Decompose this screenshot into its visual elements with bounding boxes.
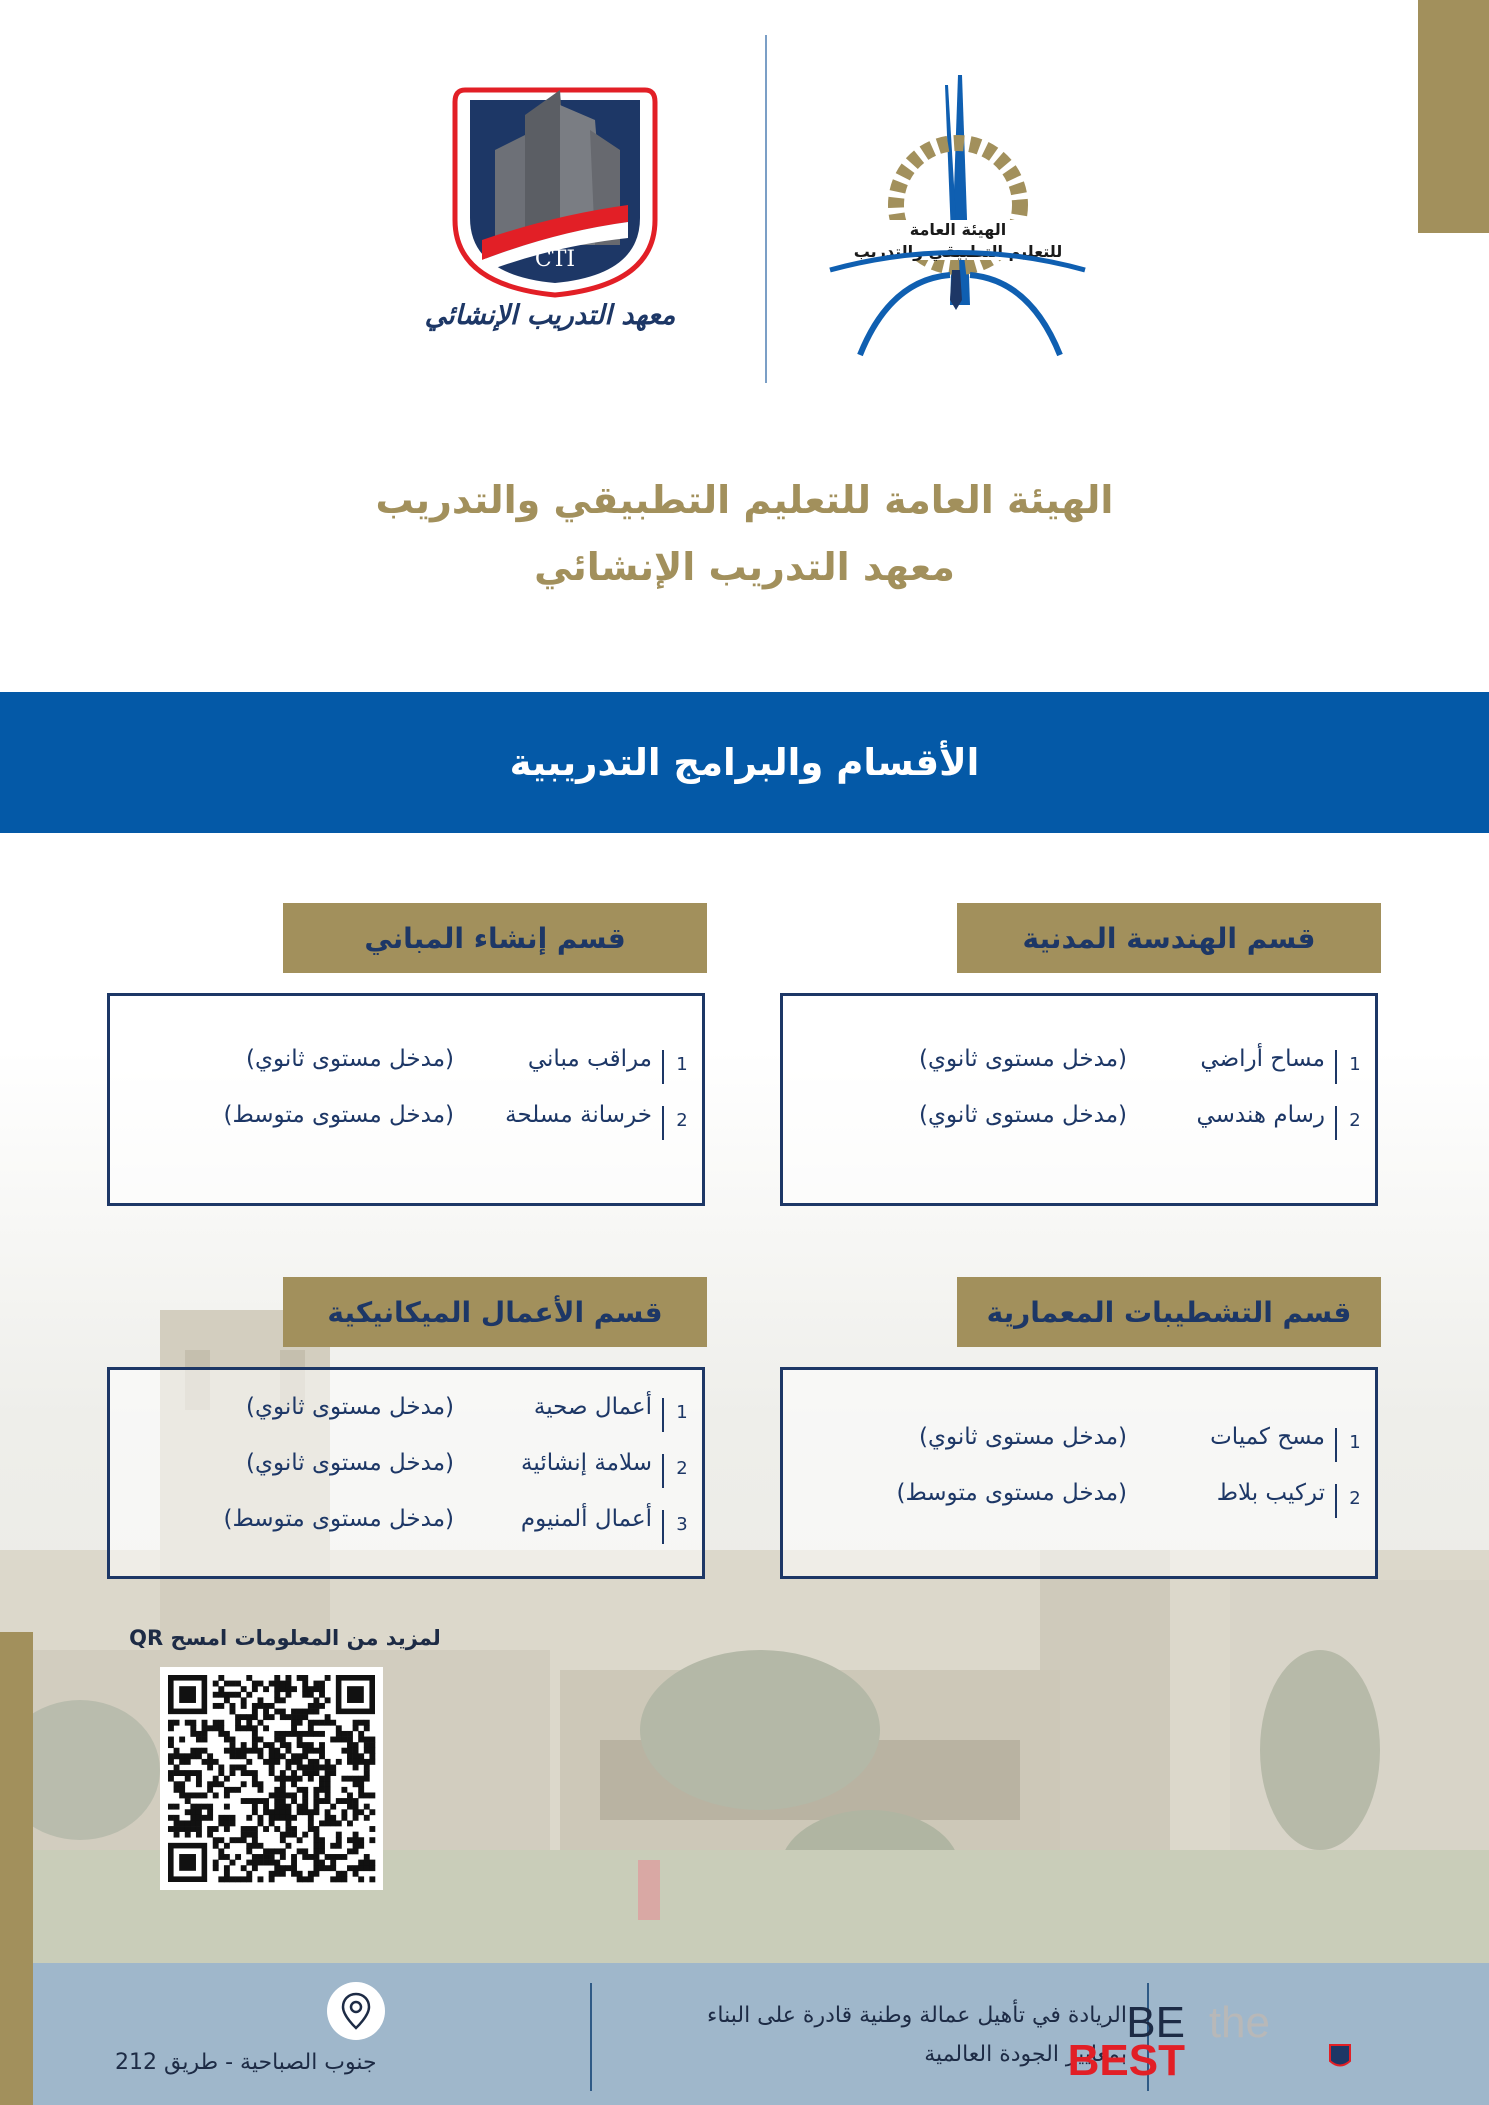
program-name: رسام هندسي [1196,1102,1325,1128]
location-pin-icon [327,1982,385,2040]
program-level: (مدخل مستوى ثانوي) [246,1450,454,1476]
program-separator [1335,1484,1337,1518]
program-separator [1335,1428,1337,1462]
program-separator [1335,1106,1337,1140]
program-item [783,1480,1375,1536]
department-heading: قسم الأعمال الميكانيكية [283,1277,707,1347]
program-name: أعمال ألمنيوم [520,1506,652,1532]
program-item [783,1046,1375,1102]
cti-badge-text: CTI [534,247,576,272]
qr-caption: لمزيد من المعلومات امسح QR [129,1626,441,1650]
program-number: 2 [1349,1488,1361,1509]
program-separator [662,1454,664,1488]
program-separator [1335,1050,1337,1084]
header-divider [765,35,767,383]
svg-text:للتعليم التطبيقي والتدريب: للتعليم التطبيقي والتدريب [853,242,1063,261]
program-level: (مدخل مستوى ثانوي) [919,1102,1127,1128]
program-name: مسح كميات [1210,1424,1325,1450]
department-heading: قسم الهندسة المدنية [957,903,1381,973]
cti-caption: معهد التدريب الإنشائي [424,300,676,331]
program-level: (مدخل مستوى ثانوي) [246,1046,454,1072]
department-card [780,1367,1378,1579]
program-level: (مدخل مستوى متوسط) [896,1480,1127,1506]
program-level: (مدخل مستوى ثانوي) [246,1394,454,1420]
program-name: خرسانة مسلحة [505,1102,652,1128]
program-name: مساح أراضي [1200,1046,1325,1072]
program-level: (مدخل مستوى متوسط) [223,1102,454,1128]
footer-divider [590,1983,592,2091]
program-number: 2 [676,1110,688,1131]
department-card [780,993,1378,1206]
program-item [110,1394,702,1450]
program-item [783,1424,1375,1480]
program-number: 2 [1349,1110,1361,1131]
section-banner-label: الأقسام والبرامج التدريبية [509,741,980,784]
program-item [783,1102,1375,1158]
program-number: 1 [1349,1054,1361,1075]
department-heading: قسم إنشاء المباني [283,903,707,973]
department-card [107,1367,705,1579]
logo-the-text: the [1208,1998,1270,2047]
logo-be-text: BE [1126,1998,1185,2047]
program-name: سلامة إنشائية [521,1450,652,1476]
decorative-gold-bar [0,1632,33,2105]
program-number: 3 [676,1514,688,1535]
department-heading: قسم التشطيبات المعمارية [957,1277,1381,1347]
svg-text:الهيئة العامة: الهيئة العامة [909,220,1007,239]
organization-title: الهيئة العامة للتعليم التطبيقي والتدريب [375,478,1114,522]
program-item [110,1506,702,1562]
footer-tagline: بمعايير الجودة العالمية [924,2042,1127,2067]
program-separator [662,1106,664,1140]
program-number: 1 [676,1402,688,1423]
program-level: (مدخل مستوى متوسط) [223,1506,454,1532]
be-the-best-logo [1067,1995,1365,2085]
logo-best-text: BEST [1067,2036,1185,2085]
program-name: أعمال صحية [533,1394,652,1420]
decorative-gold-bar [1418,0,1489,233]
department-card [107,993,705,1206]
section-banner [0,692,1489,833]
program-item [110,1450,702,1506]
program-number: 1 [676,1054,688,1075]
address-text: جنوب الصباحية - طريق 212 [115,2050,377,2075]
institute-title: معهد التدريب الإنشائي [534,545,955,589]
program-level: (مدخل مستوى ثانوي) [919,1046,1127,1072]
program-number: 2 [676,1458,688,1479]
program-item [110,1102,702,1158]
program-separator [662,1398,664,1432]
program-name: تركيب بلاط [1216,1480,1325,1506]
program-level: (مدخل مستوى ثانوي) [919,1424,1127,1450]
program-name: مراقب مباني [527,1046,652,1072]
footer-tagline: الريادة في تأهيل عمالة وطنية قادرة على البناء [707,2003,1127,2028]
paaet-logo [820,65,1090,365]
program-separator [662,1050,664,1084]
program-separator [662,1510,664,1544]
qr-code[interactable] [160,1667,383,1890]
program-item [110,1046,702,1102]
program-number: 1 [1349,1432,1361,1453]
